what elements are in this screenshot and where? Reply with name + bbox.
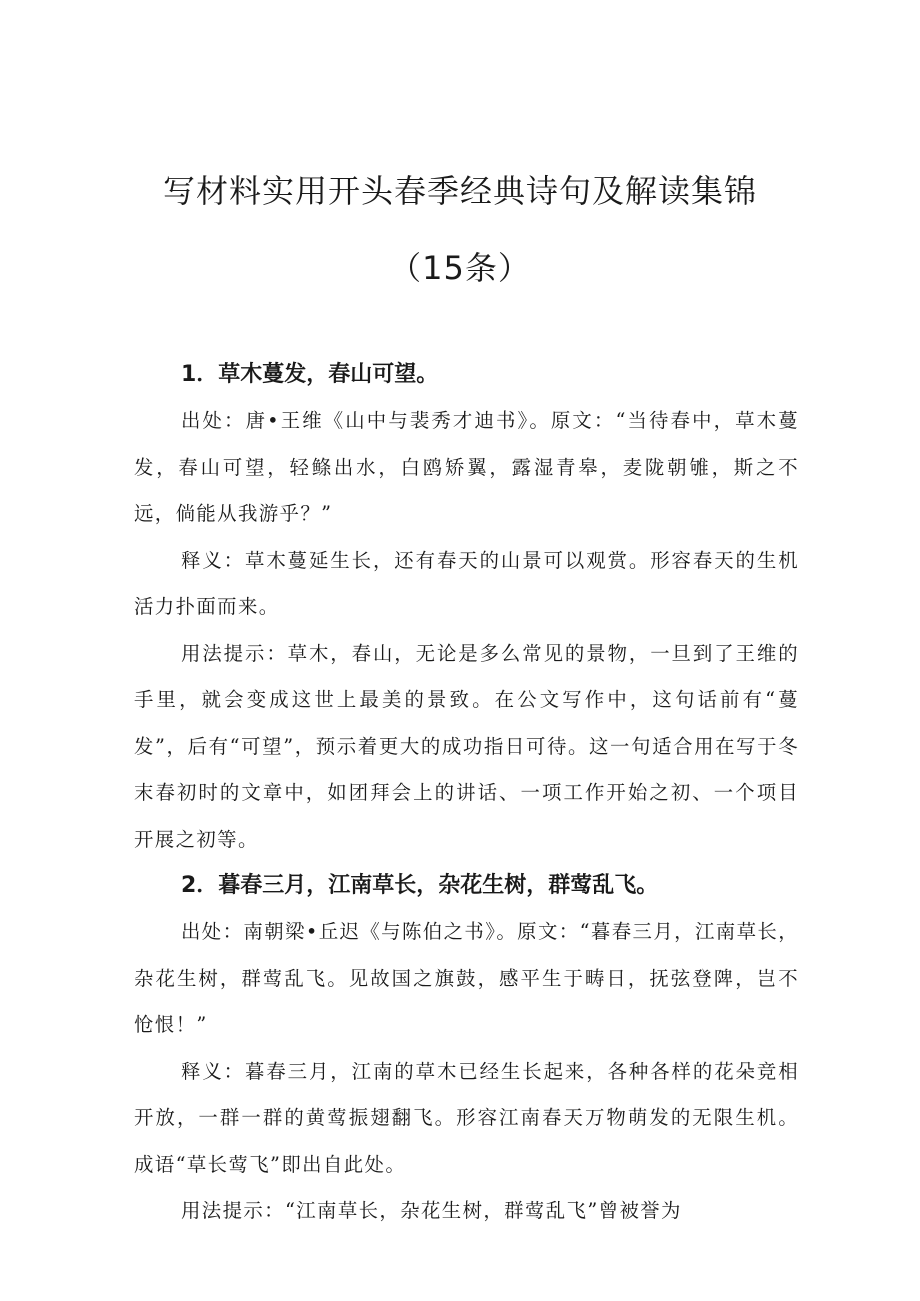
poem-source: 出处：唐•王维《山中与裴秀才迪书》。原文：“当待春中，草木蔓发，春山可望，轻鲦出水，白鸥矫翼，露湿青皋，麦陇朝雊，斯之不远，倘能从我游乎？”: [134, 409, 799, 525]
poem-heading: 2．暮春三月，江南草长，杂花生树，群莺乱飞。: [181, 873, 659, 898]
poem-heading: 1．草木蔓发，春山可望。: [181, 362, 439, 387]
document-title: 写材料实用开头春季经典诗句及解读集锦: [162, 172, 757, 210]
poem-meaning: 释义：暮春三月，江南的草木已经生长起来，各种各样的花朵竞相开放，一群一群的黄莺振翅翻飞。形容江南春天万物萌发的无限生机。成语“草长莺飞”即出自此处。: [134, 1059, 799, 1176]
poem-meaning: 释义：草木蔓延生长，还有春天的山景可以观赏。形容春天的生机活力扑面而来。: [134, 548, 799, 618]
poem-item-1: [134, 352, 799, 863]
document-subtitle-count: （15条）: [389, 249, 531, 287]
poem-item-2: [134, 863, 799, 1235]
poem-usage: 用法提示：“江南草长，杂花生树，群莺乱飞”曾被誉为: [181, 1199, 682, 1222]
poem-source: 出处：南朝梁•丘迟《与陈伯之书》。原文：“暮春三月，江南草长，杂花生树，群莺乱飞。见故国之旗鼓，感平生于畴日，抚弦登陴，岂不怆恨！”: [134, 920, 799, 1036]
document-body: [134, 352, 799, 1235]
poem-usage: 用法提示：草木，春山，无论是多么常见的景物，一旦到了王维的手里，就会变成这世上最美的景致。在公文写作中，这句话前有“蔓发”，后有“可望”，预示着更大的成功指日可待。这一句适合用在写于冬末春初时的文章中，如团拜会上的讲话、一项工作开始之初、一个项目开展之初等。: [134, 641, 799, 851]
